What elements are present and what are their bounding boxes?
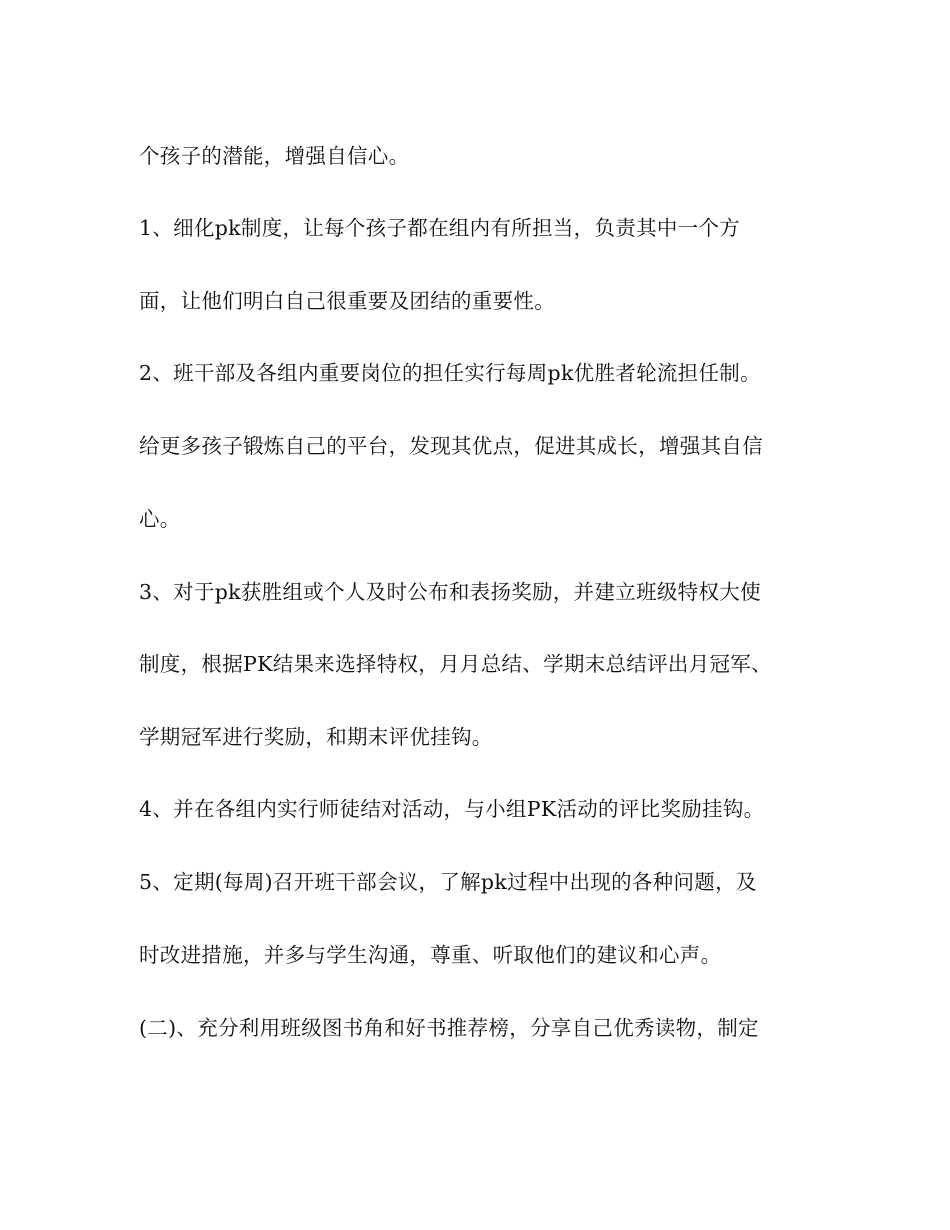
text-line: 2、班干部及各组内重要岗位的担任实行每周pk优胜者轮流担任制。 (139, 361, 761, 385)
text-line: 制度，根据PK结果来选择特权，月月总结、学期末总结评出月冠军、 (139, 652, 772, 676)
text-line: 时改进措施，并多与学生沟通，尊重、听取他们的建议和心声。 (139, 943, 722, 967)
text-line: 4、并在各组内实行师徒结对活动，与小组PK活动的评比奖励挂钩。 (139, 797, 765, 821)
text-line: 个孩子的潜能，增强自信心。 (139, 144, 410, 168)
text-line: 1、细化pk制度，让每个孩子都在组内有所担当，负责其中一个方 (139, 216, 741, 240)
text-line: 面，让他们明白自己很重要及团结的重要性。 (139, 289, 555, 313)
text-line: 学期冠军进行奖励，和期末评优挂钩。 (139, 725, 493, 749)
text-line: 5、定期(每周)召开班干部会议，了解pk过程中出现的各种问题，及 (139, 870, 757, 894)
text-line: 给更多孩子锻炼自己的平台，发现其优点，促进其成长，增强其自信 (139, 434, 763, 458)
text-line: 3、对于pk获胜组或个人及时公布和表扬奖励，并建立班级特权大使 (139, 580, 761, 604)
text-line: (二)、充分利用班级图书角和好书推荐榜，分享自己优秀读物，制定 (139, 1016, 759, 1040)
text-line: 心。 (139, 507, 181, 531)
